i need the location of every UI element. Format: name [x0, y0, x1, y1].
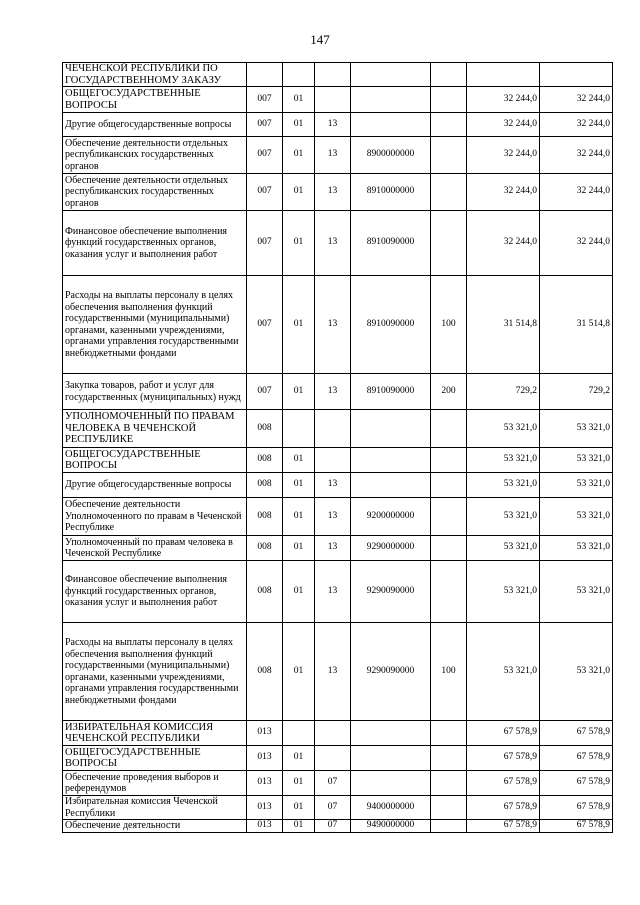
- row-name: Расходы на выплаты персоналу в целях обеспечения выполнения функций государственными (муниципальными) органами, казенными учреждениями, органами управления государственными внебюджетными фондами: [63, 623, 247, 721]
- table-row: [63, 771, 613, 796]
- section-code: 01: [283, 87, 315, 113]
- section-code: 01: [283, 113, 315, 137]
- section-code: 01: [283, 796, 315, 820]
- page-number: 147: [310, 32, 330, 47]
- amount-year-2: 67 578,9: [540, 796, 613, 820]
- subsection-code: 13: [315, 276, 351, 374]
- ministry-code: 007: [247, 374, 283, 410]
- row-name: Обеспечение деятельности отдельных республиканских государственных органов: [63, 137, 247, 174]
- target-article-code: [351, 113, 431, 137]
- expense-type-code: [431, 410, 467, 448]
- ministry-code: 008: [247, 448, 283, 473]
- target-article-code: 8910090000: [351, 276, 431, 374]
- table-row: [63, 721, 613, 746]
- subsection-code: 13: [315, 211, 351, 276]
- amount-year-2: 32 244,0: [540, 137, 613, 174]
- table-row: [63, 276, 613, 374]
- expense-type-code: [431, 536, 467, 561]
- amount-year-1: 67 578,9: [467, 771, 540, 796]
- row-name: Обеспечение деятельности Уполномоченного по правам в Чеченской Республике: [63, 498, 247, 536]
- amount-year-2: 32 244,0: [540, 113, 613, 137]
- amount-year-2: [540, 63, 613, 87]
- target-article-code: 9200000000: [351, 498, 431, 536]
- amount-year-1: 53 321,0: [467, 623, 540, 721]
- expense-type-code: [431, 746, 467, 771]
- target-article-code: 9400000000: [351, 796, 431, 820]
- expense-type-code: [431, 211, 467, 276]
- row-name: Уполномоченный по правам человека в Чеченской Республике: [63, 536, 247, 561]
- expense-type-code: [431, 561, 467, 623]
- ministry-code: 007: [247, 113, 283, 137]
- subsection-code: 07: [315, 796, 351, 820]
- amount-year-2: 53 321,0: [540, 498, 613, 536]
- row-name: Финансовое обеспечение выполнения функций государственных органов, оказания услуг и выполнения работ: [63, 211, 247, 276]
- expense-type-code: [431, 87, 467, 113]
- target-article-code: 9490000000: [351, 820, 431, 833]
- table-row: [63, 87, 613, 113]
- table-row: [63, 113, 613, 137]
- table-row: [63, 796, 613, 820]
- target-article-code: 8900000000: [351, 137, 431, 174]
- ministry-code: 007: [247, 87, 283, 113]
- ministry-code: 008: [247, 536, 283, 561]
- amount-year-1: 32 244,0: [467, 113, 540, 137]
- amount-year-2: 53 321,0: [540, 623, 613, 721]
- target-article-code: [351, 410, 431, 448]
- table-row: [63, 174, 613, 211]
- table-row: [63, 746, 613, 771]
- table-row: [63, 498, 613, 536]
- section-code: 01: [283, 561, 315, 623]
- ministry-code: 013: [247, 796, 283, 820]
- subsection-code: [315, 448, 351, 473]
- expense-type-code: [431, 448, 467, 473]
- amount-year-1: 729,2: [467, 374, 540, 410]
- subsection-code: [315, 410, 351, 448]
- subsection-code: 13: [315, 113, 351, 137]
- expense-type-code: [431, 498, 467, 536]
- subsection-code: [315, 63, 351, 87]
- row-name: Закупка товаров, работ и услуг для государственных (муниципальных) нужд: [63, 374, 247, 410]
- subsection-code: 13: [315, 374, 351, 410]
- amount-year-2: 53 321,0: [540, 448, 613, 473]
- row-name: ОБЩЕГОСУДАРСТВЕННЫЕ ВОПРОСЫ: [63, 448, 247, 473]
- subsection-code: 07: [315, 820, 351, 833]
- amount-year-1: 31 514,8: [467, 276, 540, 374]
- amount-year-1: 67 578,9: [467, 796, 540, 820]
- amount-year-1: 32 244,0: [467, 174, 540, 211]
- expense-type-code: 100: [431, 623, 467, 721]
- ministry-code: 013: [247, 820, 283, 833]
- subsection-code: [315, 746, 351, 771]
- row-name: УПОЛНОМОЧЕННЫЙ ПО ПРАВАМ ЧЕЛОВЕКА В ЧЕЧЕНСКОЙ РЕСПУБЛИКЕ: [63, 410, 247, 448]
- table-row: [63, 448, 613, 473]
- target-article-code: [351, 771, 431, 796]
- table-row: [63, 561, 613, 623]
- table-row: [63, 63, 613, 87]
- ministry-code: 013: [247, 721, 283, 746]
- row-name: ЧЕЧЕНСКОЙ РЕСПУБЛИКИ ПО ГОСУДАРСТВЕННОМУ ЗАКАЗУ: [63, 63, 247, 87]
- subsection-code: 13: [315, 174, 351, 211]
- section-code: 01: [283, 448, 315, 473]
- expense-type-code: [431, 820, 467, 833]
- target-article-code: [351, 721, 431, 746]
- target-article-code: [351, 448, 431, 473]
- expense-type-code: [431, 721, 467, 746]
- section-code: [283, 410, 315, 448]
- ministry-code: 007: [247, 174, 283, 211]
- subsection-code: 13: [315, 561, 351, 623]
- amount-year-2: 32 244,0: [540, 174, 613, 211]
- amount-year-2: 67 578,9: [540, 771, 613, 796]
- section-code: 01: [283, 820, 315, 833]
- amount-year-2: 53 321,0: [540, 561, 613, 623]
- amount-year-1: 53 321,0: [467, 410, 540, 448]
- amount-year-1: [467, 63, 540, 87]
- subsection-code: 13: [315, 498, 351, 536]
- budget-table-body: [63, 63, 613, 833]
- amount-year-2: 32 244,0: [540, 87, 613, 113]
- section-code: [283, 63, 315, 87]
- row-name: ОБЩЕГОСУДАРСТВЕННЫЕ ВОПРОСЫ: [63, 746, 247, 771]
- row-name: Избирательная комиссия Чеченской Республики: [63, 796, 247, 820]
- amount-year-2: 53 321,0: [540, 410, 613, 448]
- expense-type-code: [431, 174, 467, 211]
- table-row: [63, 820, 613, 833]
- amount-year-1: 67 578,9: [467, 746, 540, 771]
- amount-year-1: 32 244,0: [467, 137, 540, 174]
- target-article-code: [351, 63, 431, 87]
- expense-type-code: 100: [431, 276, 467, 374]
- section-code: 01: [283, 771, 315, 796]
- ministry-code: 007: [247, 137, 283, 174]
- target-article-code: [351, 746, 431, 771]
- subsection-code: 13: [315, 137, 351, 174]
- target-article-code: [351, 87, 431, 113]
- ministry-code: 007: [247, 276, 283, 374]
- ministry-code: 013: [247, 771, 283, 796]
- section-code: 01: [283, 174, 315, 211]
- target-article-code: [351, 473, 431, 498]
- table-row: [63, 410, 613, 448]
- amount-year-2: 31 514,8: [540, 276, 613, 374]
- ministry-code: 008: [247, 498, 283, 536]
- section-code: 01: [283, 473, 315, 498]
- row-name: Обеспечение проведения выборов и референдумов: [63, 771, 247, 796]
- ministry-code: [247, 63, 283, 87]
- section-code: [283, 721, 315, 746]
- section-code: 01: [283, 746, 315, 771]
- amount-year-1: 53 321,0: [467, 473, 540, 498]
- amount-year-2: 53 321,0: [540, 536, 613, 561]
- target-article-code: 8910090000: [351, 374, 431, 410]
- section-code: 01: [283, 211, 315, 276]
- subsection-code: 07: [315, 771, 351, 796]
- section-code: 01: [283, 536, 315, 561]
- section-code: 01: [283, 276, 315, 374]
- row-name: ИЗБИРАТЕЛЬНАЯ КОМИССИЯ ЧЕЧЕНСКОЙ РЕСПУБЛИКИ: [63, 721, 247, 746]
- table-row: [63, 536, 613, 561]
- table-row: [63, 211, 613, 276]
- row-name: Финансовое обеспечение выполнения функций государственных органов, оказания услуг и выполнения работ: [63, 561, 247, 623]
- ministry-code: 013: [247, 746, 283, 771]
- expense-type-code: [431, 137, 467, 174]
- subsection-code: [315, 87, 351, 113]
- section-code: 01: [283, 498, 315, 536]
- expense-type-code: 200: [431, 374, 467, 410]
- amount-year-2: 67 578,9: [540, 746, 613, 771]
- amount-year-1: 32 244,0: [467, 87, 540, 113]
- table-row: [63, 623, 613, 721]
- row-name: Расходы на выплаты персоналу в целях обеспечения выполнения функций государственными (муниципальными) органами, казенными учреждениями, органами управления государственными внебюджетными фондами: [63, 276, 247, 374]
- target-article-code: 9290000000: [351, 536, 431, 561]
- amount-year-1: 67 578,9: [467, 820, 540, 833]
- amount-year-2: 67 578,9: [540, 721, 613, 746]
- row-name: Обеспечение деятельности отдельных республиканских государственных органов: [63, 174, 247, 211]
- expense-type-code: [431, 63, 467, 87]
- target-article-code: 8910000000: [351, 174, 431, 211]
- subsection-code: 13: [315, 473, 351, 498]
- expense-type-code: [431, 473, 467, 498]
- subsection-code: 13: [315, 623, 351, 721]
- table-row: [63, 374, 613, 410]
- expense-type-code: [431, 796, 467, 820]
- target-article-code: 9290090000: [351, 623, 431, 721]
- amount-year-2: 67 578,9: [540, 820, 613, 833]
- amount-year-2: 729,2: [540, 374, 613, 410]
- table-row: [63, 137, 613, 174]
- ministry-code: 008: [247, 473, 283, 498]
- amount-year-1: 53 321,0: [467, 498, 540, 536]
- section-code: 01: [283, 623, 315, 721]
- row-name: Другие общегосударственные вопросы: [63, 473, 247, 498]
- row-name: Обеспечение деятельности: [63, 820, 247, 833]
- ministry-code: 007: [247, 211, 283, 276]
- subsection-code: 13: [315, 536, 351, 561]
- amount-year-1: 53 321,0: [467, 561, 540, 623]
- amount-year-1: 32 244,0: [467, 211, 540, 276]
- ministry-code: 008: [247, 410, 283, 448]
- expense-type-code: [431, 771, 467, 796]
- row-name: ОБЩЕГОСУДАРСТВЕННЫЕ ВОПРОСЫ: [63, 87, 247, 113]
- row-name: Другие общегосударственные вопросы: [63, 113, 247, 137]
- amount-year-2: 53 321,0: [540, 473, 613, 498]
- subsection-code: [315, 721, 351, 746]
- amount-year-1: 53 321,0: [467, 448, 540, 473]
- expense-type-code: [431, 113, 467, 137]
- table-row: [63, 473, 613, 498]
- ministry-code: 008: [247, 561, 283, 623]
- amount-year-2: 32 244,0: [540, 211, 613, 276]
- amount-year-1: 53 321,0: [467, 536, 540, 561]
- target-article-code: 8910090000: [351, 211, 431, 276]
- ministry-code: 008: [247, 623, 283, 721]
- amount-year-1: 67 578,9: [467, 721, 540, 746]
- section-code: 01: [283, 137, 315, 174]
- target-article-code: 9290090000: [351, 561, 431, 623]
- section-code: 01: [283, 374, 315, 410]
- budget-table: [62, 62, 613, 833]
